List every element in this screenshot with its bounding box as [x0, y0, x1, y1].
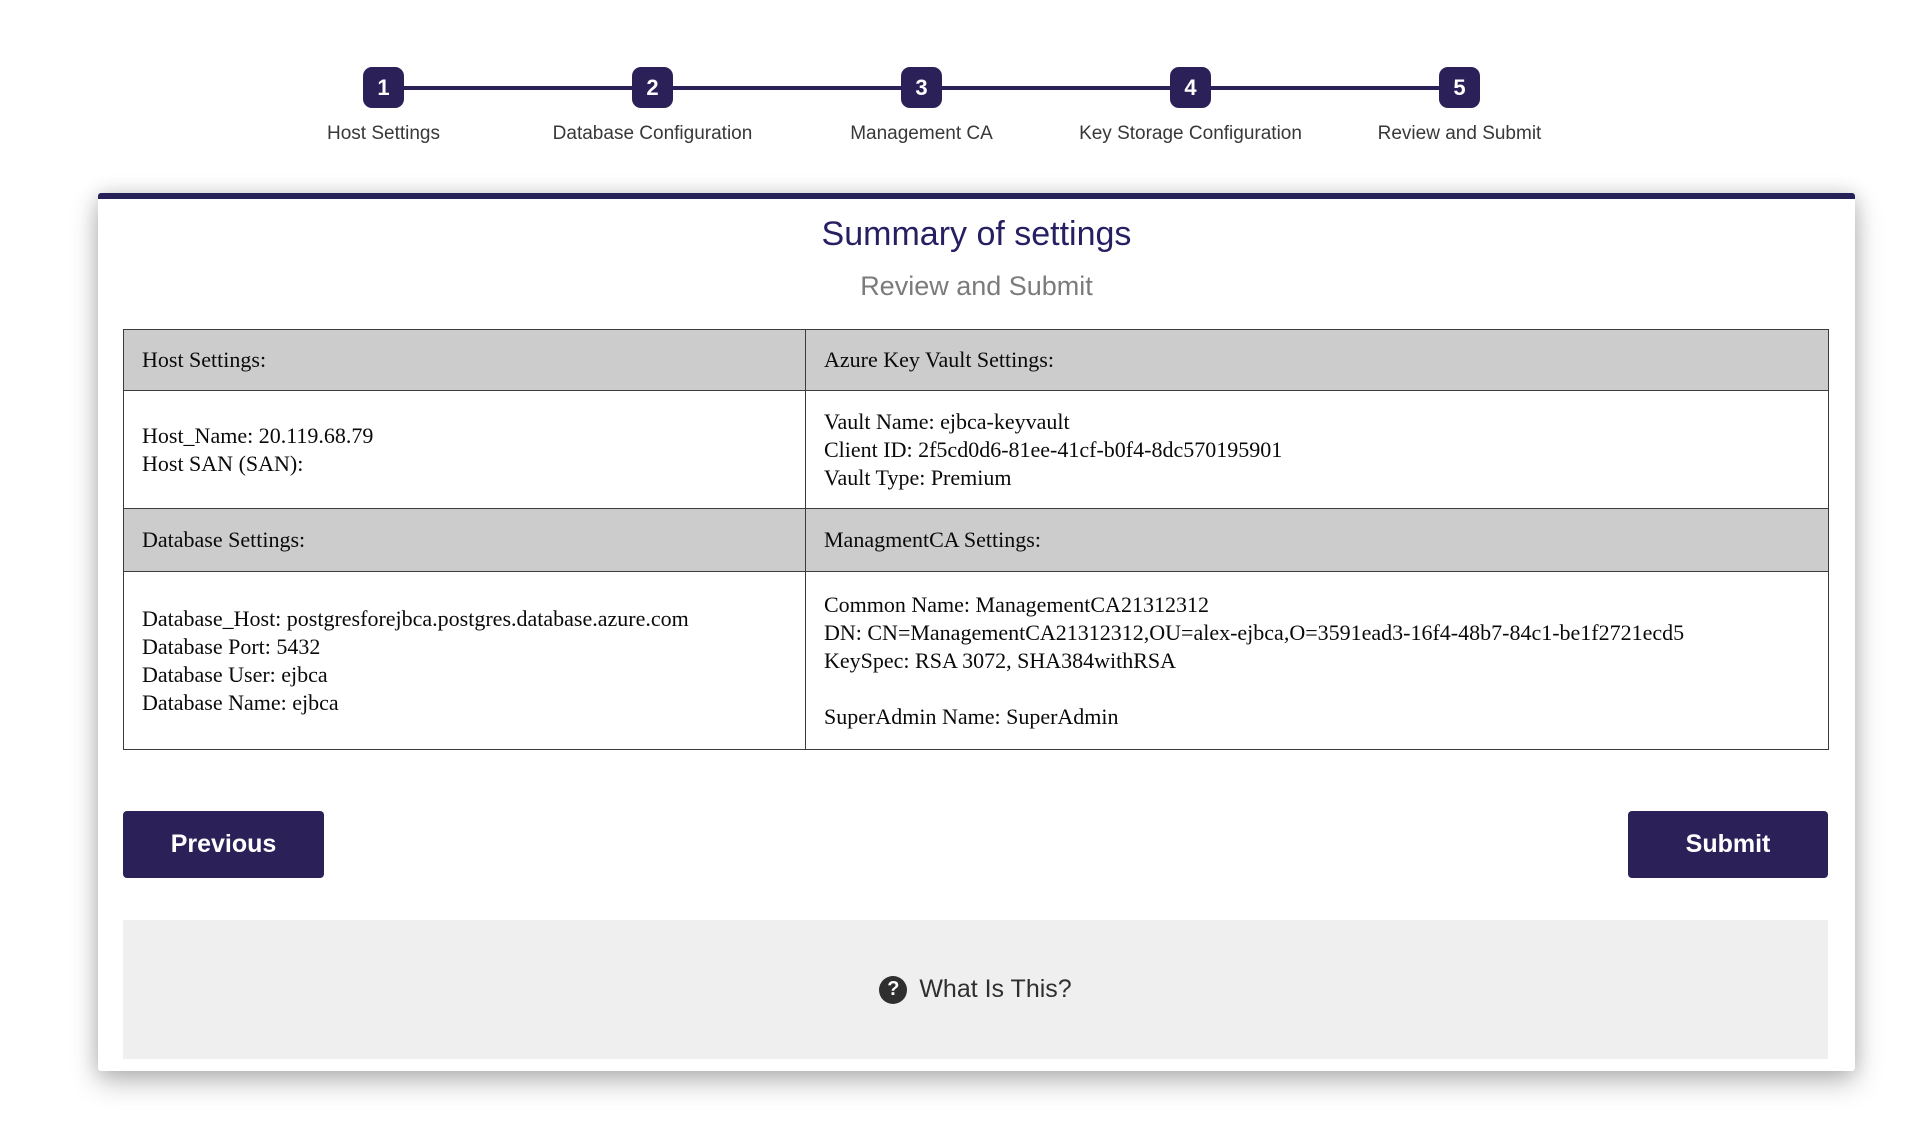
stepper-step-database-configuration[interactable] [518, 67, 787, 145]
stepper-step-host-settings[interactable] [249, 67, 518, 145]
summary-line: Database Port: 5432 [142, 633, 321, 659]
page-title: Summary of settings [821, 215, 1132, 253]
summary-line: Host_Name: 20.119.68.79 [142, 422, 374, 448]
summary-line: Database User: ejbca [142, 661, 328, 687]
table-row [124, 509, 1829, 572]
summary-card [98, 193, 1855, 1071]
step-number: 4 [1184, 74, 1197, 100]
step-label: Management CA [850, 123, 993, 144]
step-number-badge [1170, 67, 1211, 108]
step-number: 1 [377, 74, 390, 100]
summary-line: Database Name: ejbca [142, 689, 339, 715]
stepper-step-review-and-submit[interactable] [1325, 67, 1594, 145]
database-settings-header: Database Settings: [124, 509, 806, 572]
step-label: Database Configuration [552, 123, 753, 144]
table-row [124, 572, 1829, 750]
summary-line [824, 675, 1810, 703]
what-is-this-link[interactable] [879, 975, 1071, 1004]
database-settings-values [124, 572, 806, 750]
submit-button[interactable]: Submit [1628, 811, 1828, 878]
previous-button[interactable]: Previous [123, 811, 324, 878]
summary-line: KeySpec: RSA 3072, SHA384withRSA [824, 647, 1177, 673]
help-footer [123, 920, 1828, 1059]
table-row [124, 391, 1829, 509]
step-number-badge [901, 67, 942, 108]
stepper-step-management-ca[interactable] [787, 67, 1056, 145]
summary-line: Vault Name: ejbca-keyvault [824, 408, 1070, 434]
step-label: Host Settings [327, 123, 440, 144]
azure-key-vault-settings-values [806, 391, 1829, 509]
wizard-stepper [249, 67, 1594, 147]
step-number: 3 [915, 74, 928, 100]
step-number: 2 [646, 74, 659, 100]
help-text: What Is This? [919, 975, 1072, 1003]
azure-key-vault-settings-header: Azure Key Vault Settings: [806, 330, 1829, 391]
step-label: Key Storage Configuration [1079, 123, 1302, 144]
summary-line: Database_Host: postgresforejbca.postgres.database.azure.com [142, 605, 689, 631]
stepper-step-key-storage-configuration[interactable] [1056, 67, 1325, 145]
step-number-badge [1439, 67, 1480, 108]
summary-line: Vault Type: Premium [824, 464, 1012, 490]
step-number: 5 [1453, 74, 1466, 100]
question-mark-icon: ? [879, 976, 907, 1004]
page-subtitle: Review and Submit [860, 271, 1093, 301]
summary-line: DN: CN=ManagementCA21312312,OU=alex-ejbca,O=3591ead3-16f4-48b7-84c1-be1f2721ecd5 [824, 619, 1685, 645]
summary-table [123, 329, 1829, 750]
summary-line: Common Name: ManagementCA21312312 [824, 591, 1209, 617]
managementca-settings-values [806, 572, 1829, 750]
host-settings-header: Host Settings: [124, 330, 806, 391]
step-number-badge [363, 67, 404, 108]
summary-line: Host SAN (SAN): [142, 450, 304, 476]
managementca-settings-header: ManagmentCA Settings: [806, 509, 1829, 572]
summary-line: Client ID: 2f5cd0d6-81ee-41cf-b0f4-8dc570195901 [824, 436, 1283, 462]
host-settings-values [124, 391, 806, 509]
summary-line: SuperAdmin Name: SuperAdmin [824, 703, 1119, 729]
step-number-badge [632, 67, 673, 108]
table-row [124, 330, 1829, 391]
step-label: Review and Submit [1377, 123, 1542, 144]
